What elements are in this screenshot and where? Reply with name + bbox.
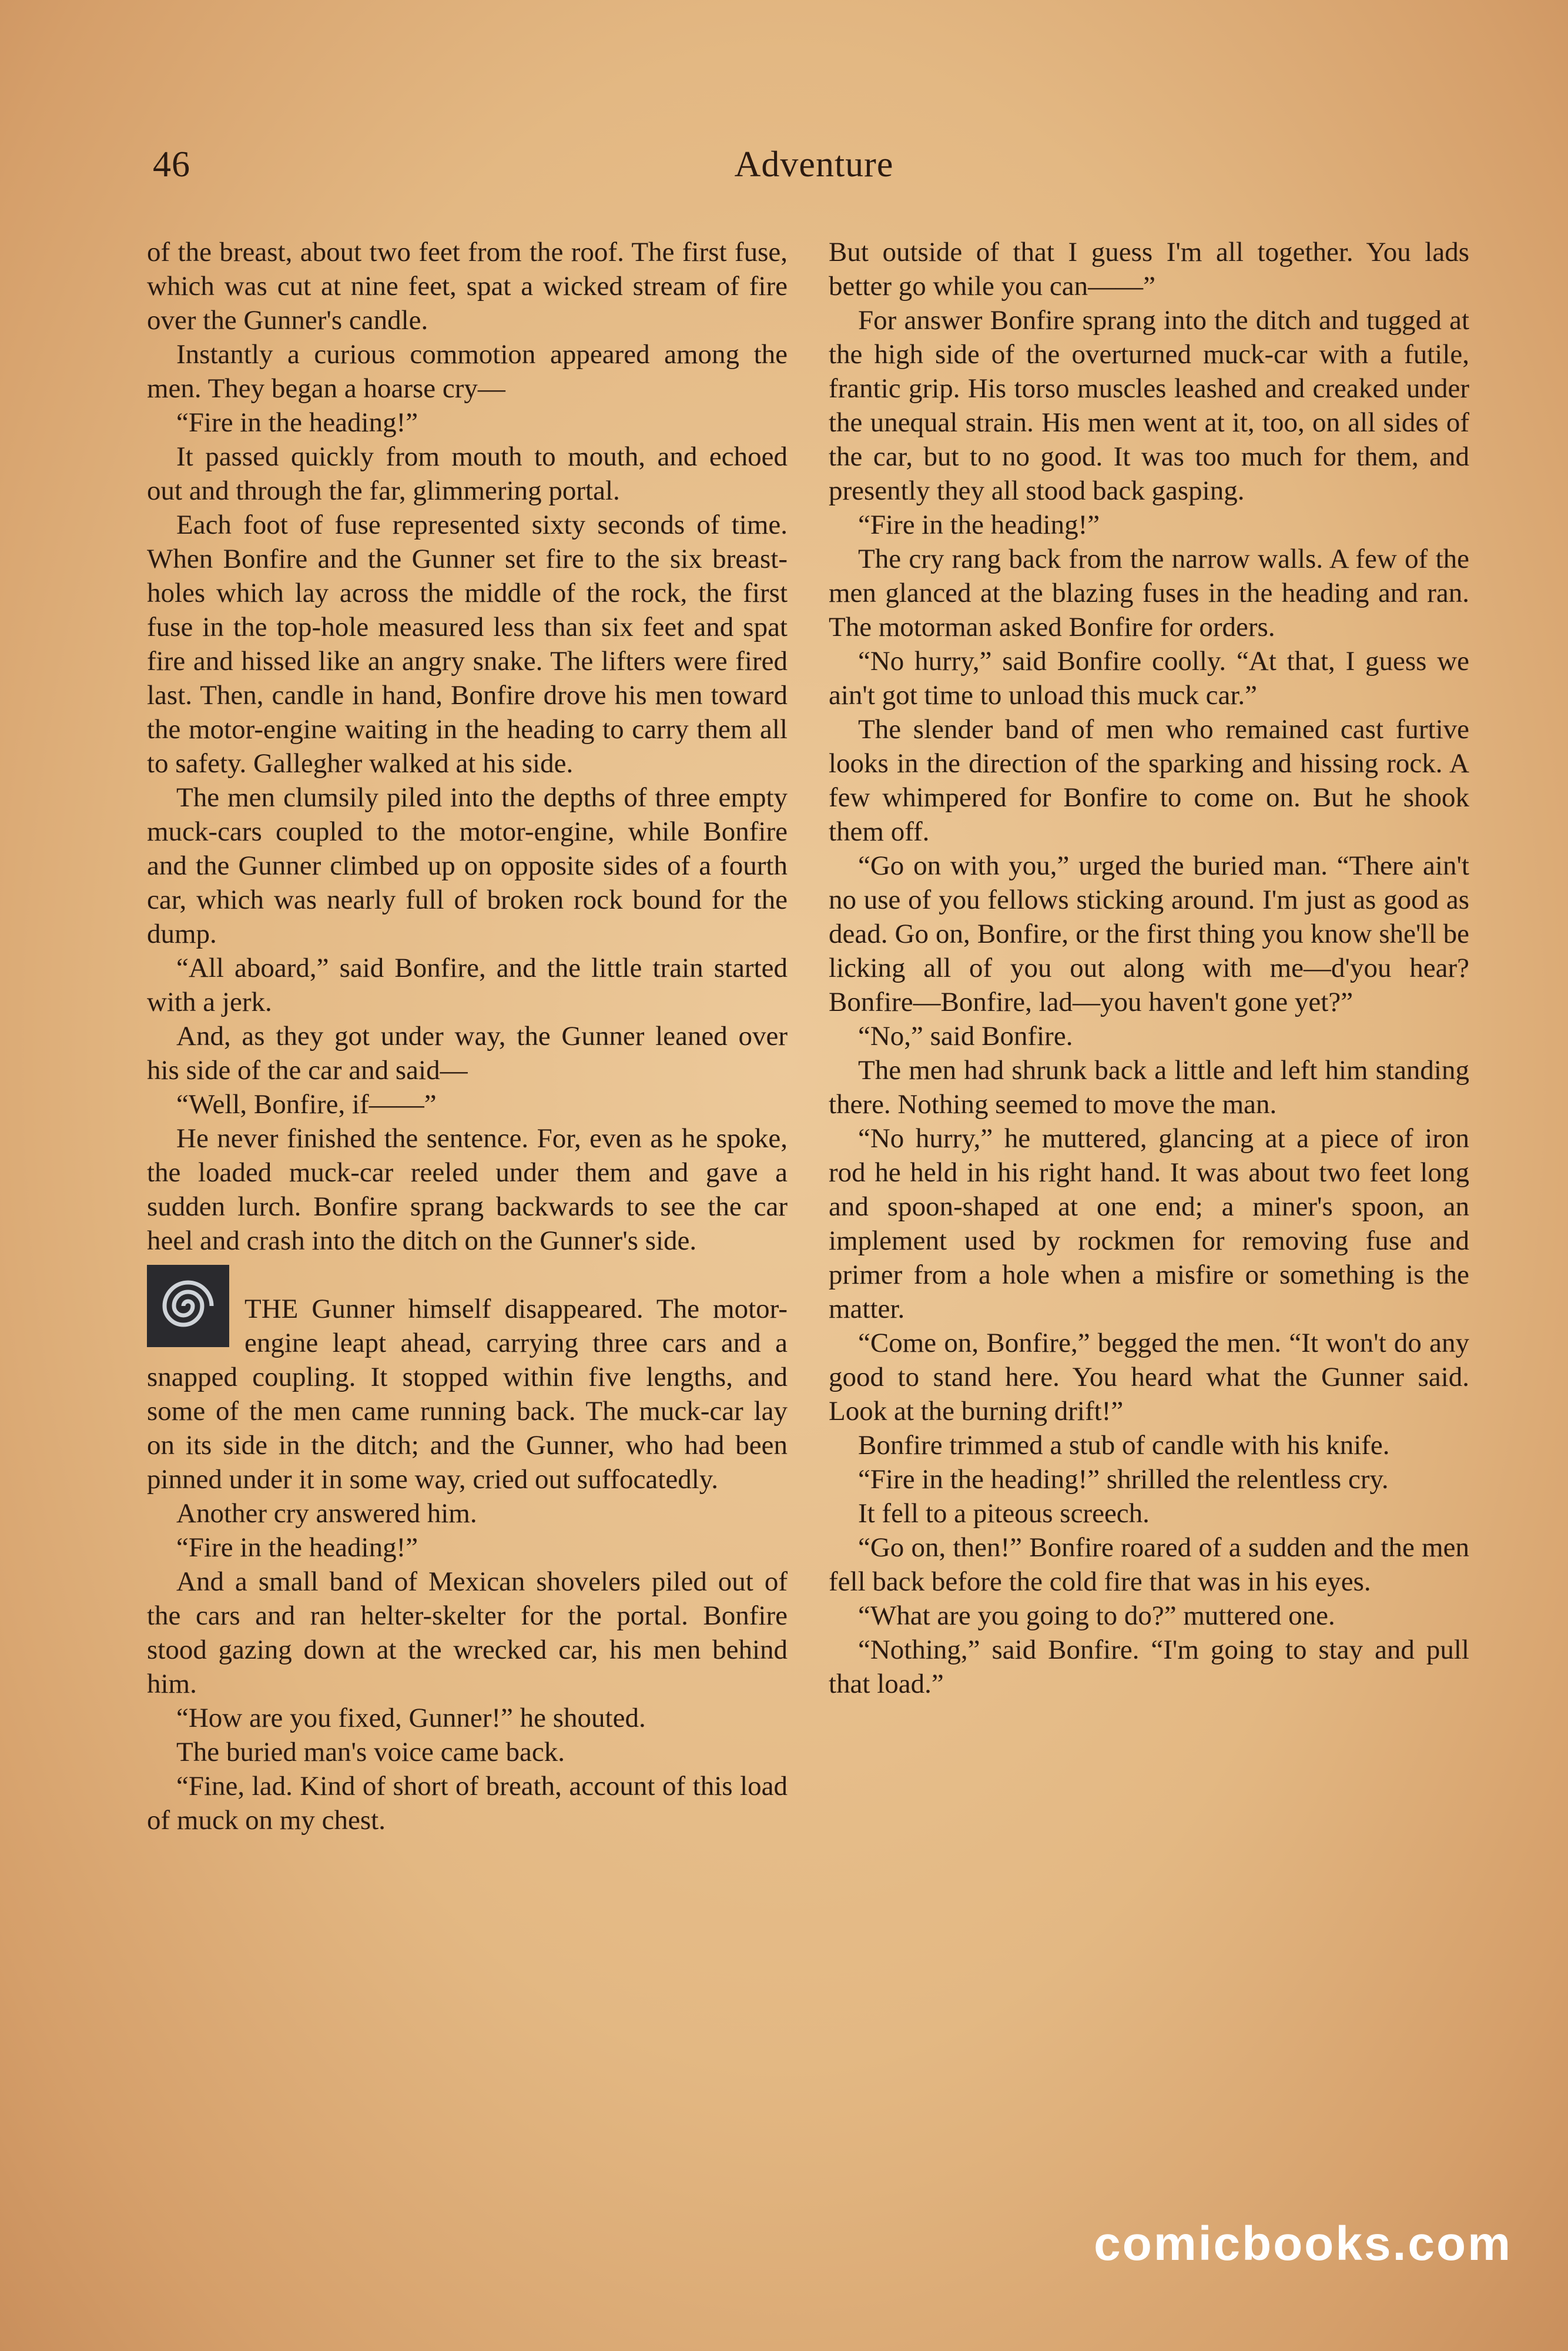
left-column [147, 235, 788, 1837]
paragraph: “Nothing,” said Bonfire. “I'm going to stay and pull that load.” [829, 1635, 1469, 1699]
paragraph: And, as they got under way, the Gunner leaned over his side of the car and said— [147, 1021, 788, 1086]
paragraph: The men clumsily piled into the depths of three empty muck-cars coupled to the motor-engine, while Bonfire and the Gunner climbed up on opposite sides of a fourth car, which was nearly full of broken rock bound for the dump. [147, 782, 788, 949]
paragraph: And a small band of Mexican shovelers piled out of the cars and ran helter-skelter for the portal. Bonfire stood gazing down at the wrecked car, his men behind him. [147, 1566, 788, 1699]
paragraph: It fell to a piteous screech. [858, 1498, 1150, 1529]
paragraph: “All aboard,” said Bonfire, and the little train started with a jerk. [147, 953, 788, 1017]
paragraph: For answer Bonfire sprang into the ditch and tugged at the high side of the overturned muck-car with a futile, frantic grip. His torso muscles leashed and creaked under the unequal strain. His men went at it, too, on all sides of the car, but to no good. It was too much for them, and presently they all stood back gasping. [829, 305, 1469, 506]
paragraph: Bonfire trimmed a stub of candle with his knife. [858, 1430, 1390, 1461]
right-column [829, 235, 1469, 1701]
paragraph: “Go on with you,” urged the buried man. “There ain't no use of you fellows sticking around. I'm just as good as dead. Go on, Bonfire, or the first thing you know she'll be licking all of you out along with me—d'you hear? Bonfire—Bonfire, lad—you haven't gone yet?” [829, 850, 1469, 1017]
paragraph: But outside of that I guess I'm all together. You lads better go while you can——” [829, 237, 1469, 302]
paragraph: “No,” said Bonfire. [858, 1021, 1073, 1051]
paragraph: “No hurry,” he muttered, glancing at a piece of iron rod he held in his right hand. It was about two feet long and spoon-shaped at one end; a miner's spoon, an implement used by rockmen for removing fuse and primer from a hole when a misfire or something is the matter. [829, 1123, 1469, 1324]
paragraph: The cry rang back from the narrow walls. A few of the men glanced at the blazing fuses in the heading and ran. The motorman asked Bonfire for orders. [829, 544, 1469, 642]
paragraph: “Fire in the heading!” [858, 510, 1100, 540]
page-header [147, 144, 1481, 197]
paragraph: He never finished the sentence. For, even as he spoke, the loaded muck-car reeled under them and gave a sudden lurch. Bonfire sprang backwards to see the car heel and crash into the ditch on the Gunner's side. [147, 1123, 788, 1256]
paragraph: Another cry answered him. [176, 1498, 477, 1529]
paragraph: “What are you going to do?” muttered one. [858, 1600, 1335, 1631]
paragraph: It passed quickly from mouth to mouth, and echoed out and through the far, glimmering portal. [147, 441, 788, 506]
paragraph: The slender band of men who remained cast furtive looks in the direction of the sparking and hissing rock. A few whimpered for Bonfire to come on. But he shook them off. [829, 714, 1469, 847]
paragraph: Each foot of fuse represented sixty seconds of time. When Bonfire and the Gunner set fire to the six breast-holes which lay across the middle of the rock, the first fuse in the top-hole measured less than six feet and spat fire and hissed like an angry snake. The lifters were fired last. Then, candle in hand, Bonfire drove his men toward the motor-engine waiting in the heading to carry them all to safety. Gallegher walked at his side. [147, 510, 788, 779]
paragraph: “Fire in the heading!” [176, 1532, 418, 1563]
paragraph: The buried man's voice came back. [176, 1737, 565, 1767]
paragraph: of the breast, about two feet from the roof. The first fuse, which was cut at nine feet, spat a wicked stream of fire over the Gunner's candle. [147, 237, 788, 336]
paragraph: “Fire in the heading!” shrilled the relentless cry. [858, 1464, 1389, 1495]
spiral-ornament-icon [147, 1265, 229, 1347]
ornament-icon [147, 1265, 229, 1347]
page-number: 46 [153, 145, 190, 185]
watermark: comicbooks.com [1094, 2217, 1512, 2270]
paragraph: “Fine, lad. Kind of short of breath, account of this load of muck on my chest. [147, 1771, 788, 1836]
paragraph: “Fire in the heading!” [176, 407, 418, 438]
paragraph: Instantly a curious commotion appeared among the men. They began a hoarse cry— [147, 339, 788, 404]
section-opening-paragraph: THE Gunner himself disappeared. The motor-engine leapt ahead, carrying three cars and a snapped coupling. It stopped within five lengths, and some of the men came running back. The muck-car lay on its side in the ditch; and the Gunner, who had been pinned under it in some way, cried out suffocatedly. [147, 1294, 788, 1495]
paragraph: The men had shrunk back a little and left him standing there. Nothing seemed to move the man. [829, 1055, 1469, 1120]
paragraph: “Come on, Bonfire,” begged the men. “It won't do any good to stand here. You heard what the Gunner said. Look at the burning drift!” [829, 1328, 1469, 1426]
paragraph: “Well, Bonfire, if——” [176, 1089, 437, 1120]
running-title: Adventure [734, 145, 894, 185]
paragraph: “How are you fixed, Gunner!” he shouted. [176, 1703, 646, 1733]
paragraph: “No hurry,” said Bonfire coolly. “At that, I guess we ain't got time to unload this muck car.” [829, 646, 1469, 711]
paragraph: “Go on, then!” Bonfire roared of a sudden and the men fell back before the cold fire that was in his eyes. [829, 1532, 1469, 1597]
